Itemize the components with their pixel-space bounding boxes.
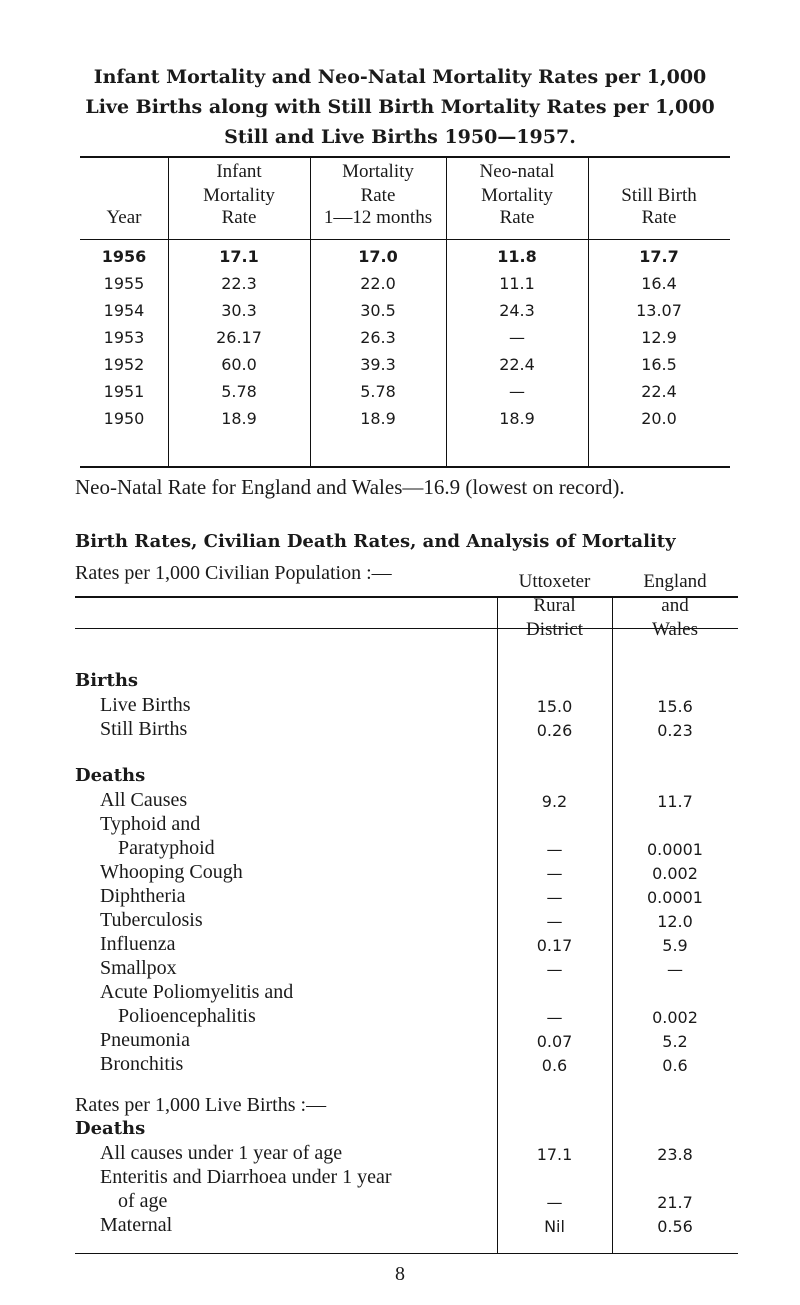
polio-label-2: Polioencephalitis bbox=[118, 1005, 256, 1027]
page-number: 8 bbox=[395, 1263, 405, 1285]
smallpox-eng: — bbox=[667, 960, 683, 979]
table1-cell-neonatal: — bbox=[509, 328, 525, 347]
table1-cell-mortality: 30.5 bbox=[360, 301, 396, 320]
table1-cell-neonatal: 22.4 bbox=[499, 355, 535, 374]
table1-cell-stillbirth: 16.4 bbox=[641, 274, 677, 293]
title-line-1: Infant Mortality and Neo-Natal Mortality Rates per 1,000 bbox=[93, 66, 707, 88]
table1-cell-infant: 5.78 bbox=[221, 382, 257, 401]
table1-cell-neonatal: 24.3 bbox=[499, 301, 535, 320]
still-births-label: Still Births bbox=[100, 718, 188, 740]
table1-cell-stillbirth: 12.9 bbox=[641, 328, 677, 347]
live-births-eng: 15.6 bbox=[657, 697, 693, 716]
table1-cell-stillbirth: 17.7 bbox=[639, 247, 679, 266]
table1-cell-neonatal: — bbox=[509, 382, 525, 401]
typhoid-label-1: Typhoid and bbox=[100, 813, 201, 835]
table1-cell-year: 1954 bbox=[103, 301, 145, 320]
col-england-l1: England bbox=[643, 571, 707, 592]
typhoid-eng: 0.0001 bbox=[647, 840, 703, 859]
still-births-eng: 0.23 bbox=[657, 721, 693, 740]
enteritis-label-2: of age bbox=[118, 1190, 168, 1212]
col-uttoxeter-l2: Rural bbox=[533, 595, 576, 616]
header-infant-l1: Infant bbox=[216, 161, 262, 182]
table1-cell-stillbirth: 13.07 bbox=[636, 301, 682, 320]
table1-cell-mortality: 17.0 bbox=[358, 247, 398, 266]
bronchitis-utt: 0.6 bbox=[541, 1056, 568, 1075]
pneumonia-utt: 0.07 bbox=[536, 1032, 573, 1051]
table1-cell-neonatal: 11.8 bbox=[497, 247, 537, 266]
neonatal-note: Neo-Natal Rate for England and Wales—16.9 (lowest on record). bbox=[75, 475, 625, 499]
influenza-label: Influenza bbox=[100, 933, 176, 955]
table1-cell-year: 1950 bbox=[103, 409, 145, 428]
bronchitis-label: Bronchitis bbox=[100, 1053, 184, 1075]
table1-cell-infant: 18.9 bbox=[221, 409, 257, 428]
table1-cell-mortality: 26.3 bbox=[360, 328, 396, 347]
table1-cell-infant: 22.3 bbox=[221, 274, 257, 293]
under1-utt: 17.1 bbox=[536, 1145, 573, 1164]
enteritis-utt: — bbox=[546, 1193, 563, 1212]
live-births-label: Live Births bbox=[100, 694, 191, 716]
col-england-l2: and bbox=[661, 595, 689, 616]
bronchitis-eng: 0.6 bbox=[662, 1056, 688, 1075]
title-line-3: Still and Live Births 1950—1957. bbox=[224, 126, 576, 148]
tuberculosis-utt: — bbox=[546, 912, 563, 931]
still-births-utt: 0.26 bbox=[536, 721, 573, 740]
header-infant-l2: Mortality bbox=[203, 185, 275, 206]
table1-cell-mortality: 22.0 bbox=[360, 274, 396, 293]
header-mortality-l1: Mortality bbox=[342, 161, 414, 182]
enteritis-eng: 21.7 bbox=[657, 1193, 693, 1212]
enteritis-label-1: Enteritis and Diarrhoea under 1 year bbox=[100, 1166, 392, 1188]
maternal-eng: 0.56 bbox=[657, 1217, 693, 1236]
smallpox-utt: — bbox=[546, 960, 563, 979]
all-causes-label: All Causes bbox=[100, 789, 188, 811]
table1-cell-year: 1951 bbox=[103, 382, 145, 401]
diphtheria-utt: — bbox=[546, 888, 563, 907]
maternal-label: Maternal bbox=[100, 1214, 173, 1236]
typhoid-label-2: Paratyphoid bbox=[118, 837, 215, 859]
live-births-utt: 15.0 bbox=[536, 697, 573, 716]
table1-cell-stillbirth: 22.4 bbox=[641, 382, 677, 401]
all-causes-eng: 11.7 bbox=[657, 792, 693, 811]
deaths-label-2: Deaths bbox=[75, 1118, 146, 1139]
tuberculosis-eng: 12.0 bbox=[657, 912, 693, 931]
table1-cell-stillbirth: 16.5 bbox=[641, 355, 677, 374]
header-stillbirth-l3: Rate bbox=[641, 207, 677, 228]
table1-bottom-rule bbox=[80, 466, 730, 468]
header-neonatal-l2: Mortality bbox=[481, 185, 553, 206]
table1-cell-year: 1952 bbox=[103, 355, 145, 374]
tuberculosis-label: Tuberculosis bbox=[100, 909, 203, 931]
table1-top-rule bbox=[80, 156, 730, 158]
table1-cell-mortality: 5.78 bbox=[360, 382, 396, 401]
diphtheria-label: Diphtheria bbox=[100, 885, 186, 907]
table1-cell-mortality: 39.3 bbox=[360, 355, 396, 374]
table1-cell-neonatal: 18.9 bbox=[499, 409, 535, 428]
table2-header-rule bbox=[75, 628, 497, 629]
whooping-label: Whooping Cough bbox=[100, 861, 243, 883]
table1-cell-mortality: 18.9 bbox=[360, 409, 396, 428]
col-uttoxeter-l1: Uttoxeter bbox=[518, 571, 591, 592]
births-label: Births bbox=[75, 670, 139, 691]
table1-cell-infant: 26.17 bbox=[216, 328, 262, 347]
table1-cell-stillbirth: 20.0 bbox=[641, 409, 677, 428]
influenza-eng: 5.9 bbox=[662, 936, 688, 955]
polio-eng: 0.002 bbox=[652, 1008, 698, 1027]
col-uttoxeter-l3: District bbox=[526, 619, 583, 640]
header-year-label: Year bbox=[106, 207, 142, 228]
smallpox-label: Smallpox bbox=[100, 957, 177, 979]
col-england-l3: Wales bbox=[652, 619, 698, 640]
table1-cell-year: 1953 bbox=[103, 328, 145, 347]
table1-cell-infant: 30.3 bbox=[221, 301, 257, 320]
typhoid-utt: — bbox=[546, 840, 563, 859]
under1-eng: 23.8 bbox=[657, 1145, 693, 1164]
header-mortality-l2: Rate bbox=[360, 185, 396, 206]
polio-label-1: Acute Poliomyelitis and bbox=[100, 981, 294, 1003]
section2-heading: Birth Rates, Civilian Death Rates, and Analysis of Mortality bbox=[75, 531, 676, 552]
table1-cell-year: 1955 bbox=[103, 274, 145, 293]
header-neonatal-l3: Rate bbox=[499, 207, 535, 228]
table1-cell-infant: 17.1 bbox=[219, 247, 259, 266]
pneumonia-eng: 5.2 bbox=[662, 1032, 688, 1051]
influenza-utt: 0.17 bbox=[536, 936, 573, 955]
section2-subheading: Rates per 1,000 Civilian Population :— bbox=[75, 562, 392, 584]
rates-live-births-label: Rates per 1,000 Live Births :— bbox=[75, 1094, 327, 1116]
table1-cell-infant: 60.0 bbox=[221, 355, 257, 374]
header-mortality-l3: 1—12 months bbox=[323, 207, 433, 228]
table1-cell-neonatal: 11.1 bbox=[499, 274, 535, 293]
pneumonia-label: Pneumonia bbox=[100, 1029, 190, 1051]
whooping-eng: 0.002 bbox=[652, 864, 698, 883]
header-infant-l3: Rate bbox=[221, 207, 257, 228]
polio-utt: — bbox=[546, 1008, 563, 1027]
table1-cell-year: 1956 bbox=[101, 247, 147, 266]
deaths-label: Deaths bbox=[75, 765, 146, 786]
diphtheria-eng: 0.0001 bbox=[647, 888, 703, 907]
maternal-utt: Nil bbox=[544, 1217, 565, 1236]
header-stillbirth-l2: Still Birth bbox=[621, 185, 697, 206]
header-neonatal-l1: Neo-natal bbox=[479, 161, 555, 182]
table1-header-rule bbox=[80, 239, 730, 240]
title-line-2: Live Births along with Still Birth Mortality Rates per 1,000 bbox=[85, 96, 715, 118]
all-causes-utt: 9.2 bbox=[541, 792, 568, 811]
whooping-utt: — bbox=[546, 864, 563, 883]
under1-label: All causes under 1 year of age bbox=[100, 1142, 343, 1164]
table2-bottom-rule bbox=[75, 1253, 738, 1254]
